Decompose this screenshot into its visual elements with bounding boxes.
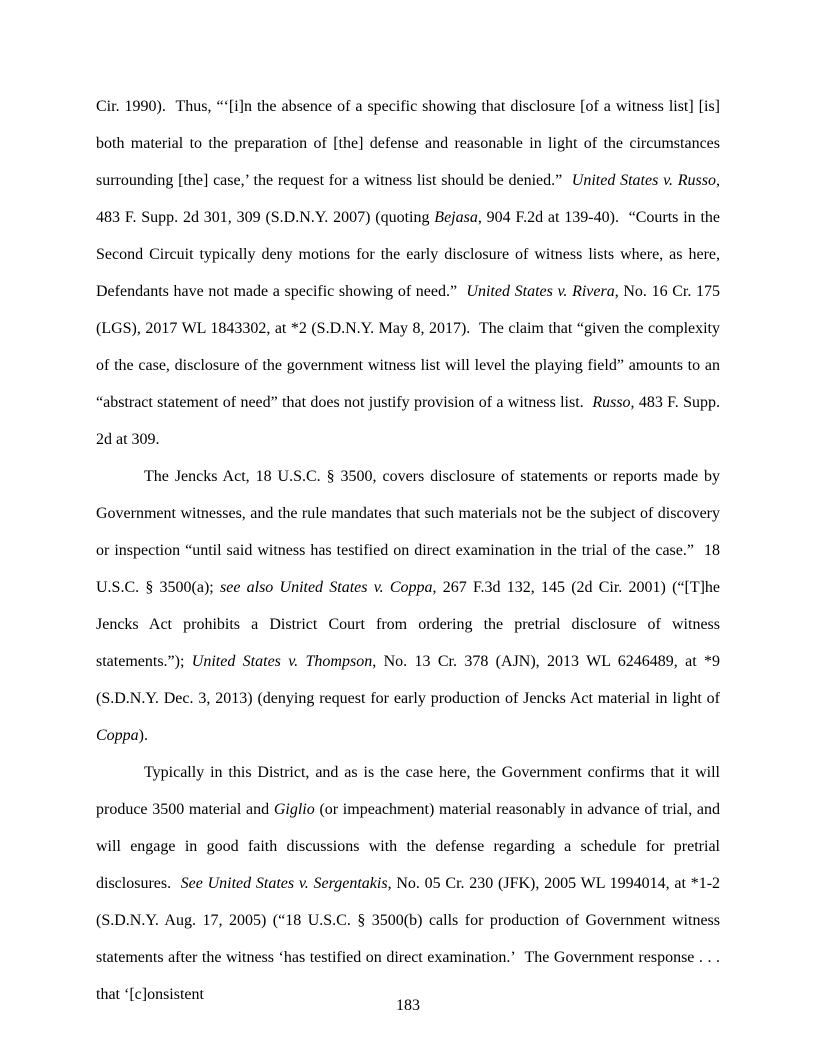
text-run: , 904 F.2d at 139-40). “Courts in the Second Circuit typically deny motions for the early disclosure of witness lists where, as here, Defendants have not made a specific showing of need.”: [96, 209, 721, 300]
text-run: Typically in this District, and as is the case here, the Government confirms that it will produce 3500 material and: [96, 764, 720, 818]
italic-text-run: United States v. Rivera: [466, 283, 615, 300]
text-run: , 267 F.3d 132, 145 (2d Cir. 2001) (“[T]he Jencks Act prohibits a District Court from ordering the pretrial disclosure of witness statements.”);: [96, 579, 721, 670]
page-number: 183: [396, 997, 420, 1014]
italic-text-run: see also United States v. Coppa: [219, 579, 433, 596]
italic-text-run: Russo: [592, 394, 631, 411]
document-body: [96, 88, 720, 1013]
paragraph: [96, 754, 720, 1013]
italic-text-run: Bejasa: [434, 209, 478, 226]
paragraph: [96, 88, 720, 458]
italic-text-run: Giglio: [273, 801, 315, 818]
page-footer: [0, 996, 816, 1016]
italic-text-run: United States v. Russo: [571, 172, 717, 189]
italic-text-run: See United States v. Sergentakis: [180, 875, 388, 892]
text-run: (or impeachment) material reasonably in advance of trial, and will engage in good faith discussions with the defense regarding a schedule for pretrial disclosures.: [96, 801, 721, 892]
text-run: , 483 F. Supp. 2d at 309.: [96, 394, 721, 448]
italic-text-run: Coppa: [96, 727, 139, 744]
paragraph: [96, 458, 720, 754]
text-run: , No. 16 Cr. 175 (LGS), 2017 WL 1843302, at *2 (S.D.N.Y. May 8, 2017). The claim that “given the complexity of the case, disclosure of the government witness list will level the playing field” amounts to an “abstract statement of need” that does not justify provision of a witness list.: [96, 283, 721, 411]
text-run: The Jencks Act, 18 U.S.C. § 3500, covers disclosure of statements or reports made by Government witnesses, and the rule mandates that such materials not be the subject of discovery or inspection “until said witness has testified on direct examination in the trial of the case.” 18 U.S.C. § 3500(a);: [96, 468, 720, 596]
text-run: , No. 13 Cr. 378 (AJN), 2013 WL 6246489, at *9 (S.D.N.Y. Dec. 3, 2013) (denying request for early production of Jencks Act material in light of: [96, 653, 721, 707]
text-run: Cir. 1990). Thus, “‘[i]n the absence of a specific showing that disclosure [of a witness list] [is] both material to the preparation of [the] defense and reasonable in light of the circumstances surrounding [the] case,’ the request for a witness list should be denied.”: [96, 98, 720, 189]
text-run: , No. 05 Cr. 230 (JFK), 2005 WL 1994014, at *1-2 (S.D.N.Y. Aug. 17, 2005) (“18 U.S.C. § 3500(b) calls for production of Government witness statements after the witness ‘has testified on direct examination.’ The Government response . . . that ‘[c]onsistent: [96, 875, 721, 1003]
text-run: , 483 F. Supp. 2d 301, 309 (S.D.N.Y. 2007) (quoting: [96, 172, 721, 226]
italic-text-run: United States v. Thompson: [191, 653, 373, 670]
text-run: ).: [138, 727, 148, 744]
